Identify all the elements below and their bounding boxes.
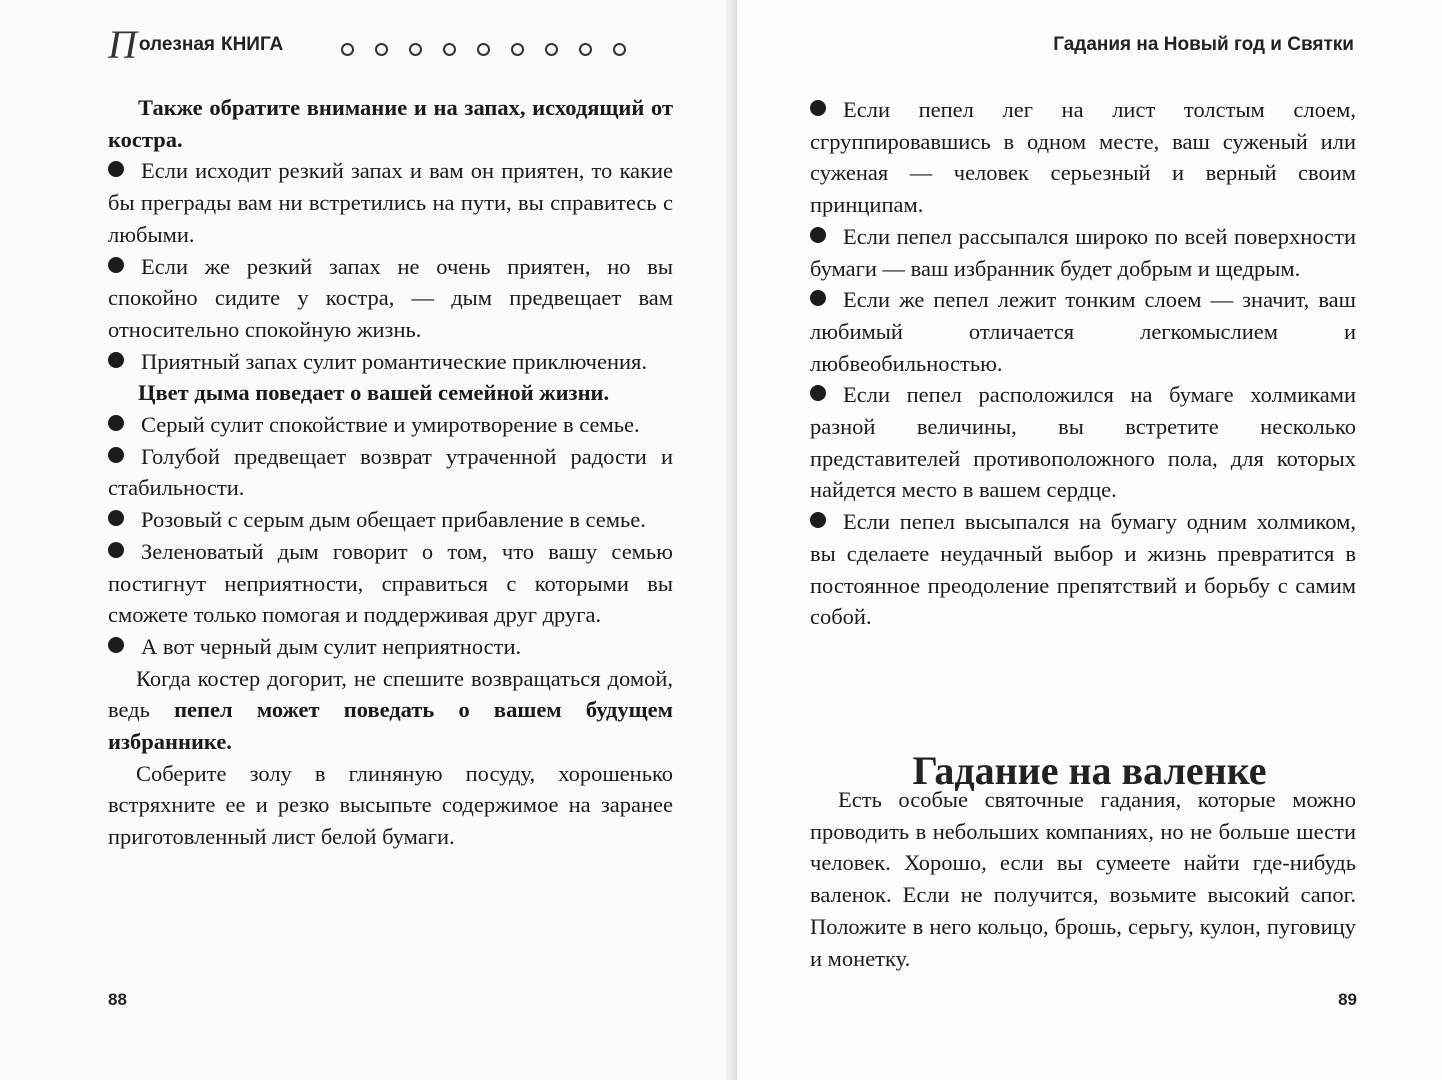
- body-paragraph: Есть особые святочные гадания, которые можно проводить в небольших компаниях, но не больше шести человек. Хорошо, если вы сумеете найти где-нибудь валенок. Если не получится, возьмите высокий сапог. Положите в него кольцо, брошь, серьгу, кулон, пуговицу и монетку.: [810, 787, 1356, 971]
- bullet-icon: [108, 161, 124, 177]
- lead-paragraph: Цвет дыма поведает о вашей семейной жизни.: [138, 380, 610, 406]
- right-running-header: Гадания на Новый год и Святки: [1053, 34, 1354, 55]
- bullet-paragraph: Если пепел расположился на бумаге холмиками разной величины, вы встретите несколько представителей противоположного пола, для которых найдется место в вашем сердце.: [810, 382, 1356, 503]
- bullet-paragraph: Если же резкий запах не очень приятен, но вы спокойно сидите у костра, — дым предвещает вам относительно спокойную жизнь.: [108, 253, 673, 342]
- bullet-paragraph: А вот черный дым сулит неприятности.: [108, 631, 673, 663]
- body-paragraph: Когда костер догорит, не спешите возвращаться домой, ведь пепел может поведать о вашем будущем избраннике.: [108, 665, 673, 755]
- bullet-paragraph: Зеленоватый дым говорит о том, что вашу семью постигнут неприятности, справиться с которыми вы сможете только помогая и поддерживая друг друга.: [108, 538, 673, 628]
- header-brand-word: КНИГА: [220, 34, 284, 55]
- ornament-dot: [443, 43, 456, 56]
- right-body-text: [810, 94, 1356, 633]
- header-dot-ornament: [341, 43, 626, 56]
- header-decorative-initial: П: [108, 22, 137, 67]
- bullet-icon: [108, 510, 124, 526]
- bullet-icon: [108, 447, 124, 463]
- left-running-header: [108, 22, 688, 67]
- ornament-dot: [613, 43, 626, 56]
- ornament-dot: [375, 43, 388, 56]
- page-number-left: 88: [108, 990, 127, 1009]
- section-heading: Гадание на валенке: [912, 748, 1267, 794]
- ornament-dot: [511, 43, 524, 56]
- section-body-text: [810, 784, 1356, 974]
- bullet-icon: [810, 100, 826, 116]
- page-number-right: 89: [1338, 990, 1357, 1009]
- ornament-dot: [579, 43, 592, 56]
- bullet-paragraph: Если исходит резкий запах и вам он приятен, то какие бы преграды вам ни встретились на пути, вы справитесь с любыми.: [108, 158, 673, 247]
- left-body-text: [108, 92, 673, 853]
- ornament-dot: [545, 43, 558, 56]
- bullet-paragraph: Приятный запах сулит романтические приключения.: [108, 346, 673, 378]
- bullet-icon: [810, 290, 826, 306]
- bullet-paragraph: Если пепел высыпался на бумагу одним холмиком, вы сделаете неудачный выбор и жизнь превратится в постоянное преодоление препятствий и борьбу с самим собой.: [810, 509, 1356, 630]
- header-brand-rest: олезная: [138, 34, 215, 55]
- bullet-paragraph: Если пепел лег на лист толстым слоем, сгруппировавшись в одном месте, ваш суженый или суженая — человек серьезный и верный своим принципам.: [810, 97, 1356, 218]
- lead-paragraph: Также обратите внимание и на запах, исходящий от костра.: [108, 95, 673, 152]
- bullet-icon: [108, 542, 124, 558]
- bullet-icon: [810, 385, 826, 401]
- bullet-paragraph: Голубой предвещает возврат утраченной радости и стабильности.: [108, 443, 673, 501]
- ornament-dot: [341, 43, 354, 56]
- body-paragraph: Соберите золу в глиняную посуду, хорошенько встряхните ее и резко высыпьте содержимое на заранее приготовленный лист белой бумаги.: [108, 760, 673, 850]
- bullet-paragraph: Если же пепел лежит тонким слоем — значит, ваш любимый отличается легкомыслием и любвеобильностью.: [810, 287, 1356, 376]
- bullet-paragraph: Серый сулит спокойствие и умиротворение в семье.: [108, 409, 673, 441]
- bullet-icon: [108, 637, 124, 653]
- bullet-icon: [810, 512, 826, 528]
- ornament-dot: [477, 43, 490, 56]
- bullet-icon: [810, 227, 826, 243]
- bullet-icon: [108, 415, 124, 431]
- bullet-paragraph: Если пепел рассыпался широко по всей поверхности бумаги — ваш избранник будет добрым и щедрым.: [810, 223, 1356, 281]
- bullet-icon: [108, 257, 124, 273]
- bullet-paragraph: Розовый с серым дым обещает прибавление в семье.: [108, 504, 673, 536]
- bullet-icon: [108, 352, 124, 368]
- ornament-dot: [409, 43, 422, 56]
- right-page: [737, 0, 1442, 1080]
